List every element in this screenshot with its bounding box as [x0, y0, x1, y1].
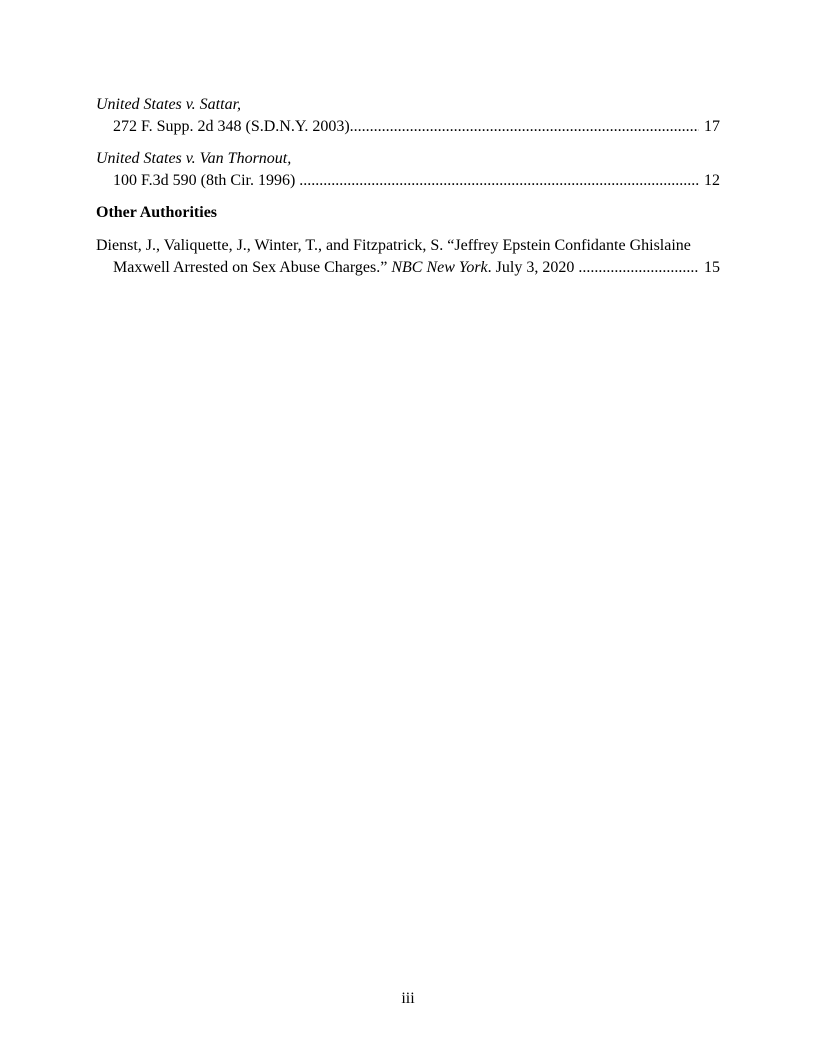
footer-page-number: iii [401, 990, 415, 1007]
case-entry [96, 148, 720, 192]
authority-text [113, 257, 578, 279]
citation-line [96, 116, 720, 138]
citation-text: 100 F.3d 590 (8th Cir. 1996) [113, 172, 300, 189]
dot-leader [578, 257, 699, 279]
page-reference: 12 [704, 172, 720, 189]
case-name: United States v. Van Thornout, [96, 150, 292, 167]
authority-line-1: Dienst, J., Valiquette, J., Winter, T., and Fitzpatrick, S. “Jeffrey Epstein Confidante Ghislaine [96, 237, 691, 254]
section-heading-other-authorities: Other Authorities [96, 204, 218, 221]
publication-name: NBC New York [391, 259, 488, 276]
table-of-authorities [96, 94, 720, 289]
authority-text-plain: Maxwell Arrested on Sex Abuse Charges.” [113, 259, 392, 276]
dot-leader [299, 170, 699, 192]
page-reference: 15 [704, 259, 720, 276]
page-reference: 17 [704, 118, 720, 135]
case-entry [96, 94, 720, 138]
citation-line [96, 170, 720, 192]
citation-text: 272 F. Supp. 2d 348 (S.D.N.Y. 2003) [113, 118, 350, 135]
authority-text-date: . July 3, 2020 [487, 259, 579, 276]
other-authority-entry [96, 235, 720, 279]
authority-line-2 [96, 257, 720, 279]
case-name: United States v. Sattar, [96, 96, 242, 113]
dot-leader [350, 116, 699, 138]
